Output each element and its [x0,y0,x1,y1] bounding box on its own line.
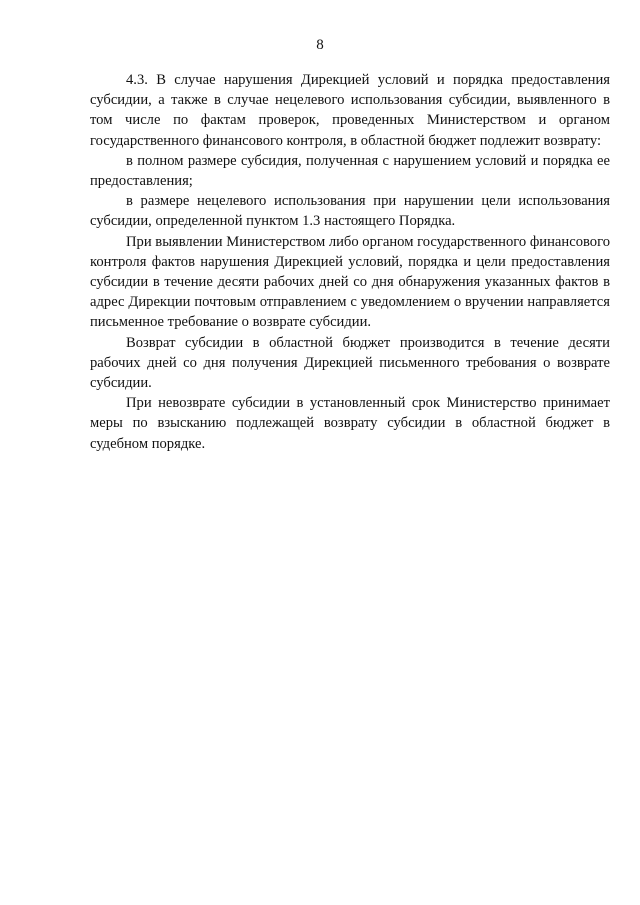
paragraph-court-recovery: При невозврате субсидии в установленный срок Министерство принимает меры по взысканию подлежащей возврату субсидии в областной бюджет в судебном порядке. [90,395,610,452]
paragraph-4-3: 4.3. В случае нарушения Дирекцией условий и порядка предоставления субсидии, а также в случае нецелевого использования субсидии, выявленного в том числе по фактам проверок, проведенных Министерством и органом государственного финансового контроля, в областной бюджет подлежит возврату: [90,72,610,149]
paragraph-misuse-amount: в размере нецелевого использования при нарушении цели использования субсидии, определенной пунктом 1.3 настоящего Порядка. [90,193,610,230]
document-body [90,70,610,454]
paragraph-written-demand: При выявлении Министерством либо органом государственного финансового контроля фактов нарушения Дирекцией условий, порядка и цели предоставления субсидии в течение десяти рабочих дней со дня обнаружения указанных фактов в адрес Дирекции почтовым отправлением с уведомлением о вручении направляется письменное требование о возврате субсидии. [90,233,610,331]
paragraph-full-amount: в полном размере субсидия, полученная с нарушением условий и порядка ее предоставления; [90,152,610,190]
paragraph-return-term: Возврат субсидии в областной бюджет производится в течение десяти рабочих дней со дня получения Дирекцией письменного требования о возврате субсидии. [90,334,610,392]
page-number: 8 [316,37,324,53]
